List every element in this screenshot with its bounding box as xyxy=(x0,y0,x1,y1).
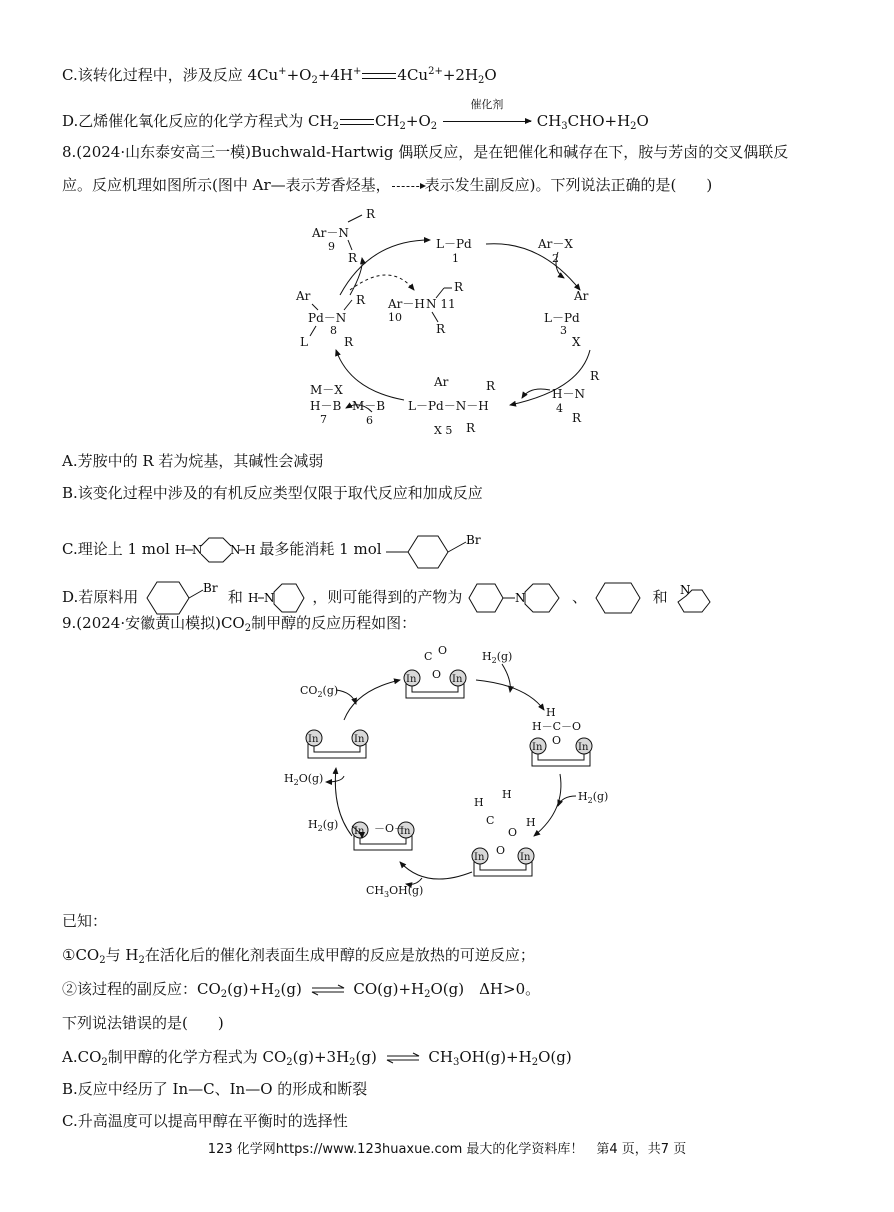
svg-text:H: H xyxy=(526,816,536,829)
prev-option-c: C.该转化过程中，涉及反应 $4Cu^++O_2+4H^+$ $4Cu^{2+}+2H_2O$ xyxy=(62,66,497,86)
svg-text:－O－: －O－ xyxy=(374,822,406,835)
svg-text:H: H xyxy=(244,543,256,557)
intermediate-5-r2: R xyxy=(466,421,476,435)
q8-option-b: B.该变化过程中涉及的有机反应类型仅限于取代反应和加成反应 xyxy=(62,484,483,502)
svg-text:O: O xyxy=(508,826,518,839)
product-9-r: R xyxy=(366,207,376,221)
svg-text:H: H xyxy=(474,796,484,809)
q8-stem-line2: 应。反应机理如图所示(图中 Ar—表示芳香烃基， 表示发生副反应)。下列说法正确的是( ) xyxy=(62,176,713,194)
product-11-label: N 11 xyxy=(426,297,456,311)
product-11-r2: R xyxy=(436,322,446,336)
svg-text:H2(g): $H_2(g)$ xyxy=(482,650,513,665)
reactant-2-number: 2 xyxy=(552,252,559,265)
intermediate-3-x: X xyxy=(572,335,581,349)
svg-text:H－C－O: H－C－O xyxy=(532,720,582,733)
intermediate-8-r: R xyxy=(356,293,366,307)
catalyst-1-label: L－Pd xyxy=(436,237,472,251)
q9-option-a: $A.CO_2$制甲醇的化学方程式为 $CO_2(g)+3H_2(g)$ $CH_3OH(g)+H_2O(g)$ xyxy=(62,1048,572,1068)
svg-text:CH3OH(g): $CH_3OH(g)$ xyxy=(366,884,424,899)
reactant-4-number: 4 xyxy=(556,402,563,415)
svg-text:CO2(g): $CO_2(g)$ xyxy=(300,684,339,699)
q9-known-2: ②该过程的副反应：$CO_2(g)+H_2(g)$ $CO(g)+H_2O(g)$ ΔH>0。 xyxy=(62,980,541,1000)
prev-option-d: D.乙烯催化氧化反应的化学方程式为 $CH_2$ $CH_2+O_2$ 催化剂 $CH_3CHO+H_2O$ xyxy=(62,98,649,132)
product-7-number: 7 xyxy=(320,413,327,426)
reactant-6-number: 6 xyxy=(366,414,373,427)
benzene-structure-icon xyxy=(592,580,648,616)
q9-known-1: $①CO_2$与 $H_2$在活化后的催化剂表面生成甲醇的反应是放热的可逆反应； xyxy=(62,946,535,966)
tetrahydropyridine-structure-icon xyxy=(672,580,720,616)
svg-text:C: C xyxy=(424,650,433,663)
svg-text:H2(g): $H_2(g)$ xyxy=(308,818,339,833)
product-7-line1: M－X xyxy=(310,383,343,397)
svg-text:O: O xyxy=(496,844,506,857)
intermediate-3-ar: Ar xyxy=(574,289,589,303)
co2-methanol-cycle: In In C OO HH－C－OO HHC OH O －O－ $CO_2(g)$ $H_2(g)$ $H_2(g)$ $H_2(g)$ $H_2O(g)$ $CH_3OH(g)$ xyxy=(284,642,609,899)
svg-text:H2O(g): $H_2O(g)$ xyxy=(284,772,324,787)
svg-text:N: N xyxy=(191,543,203,557)
intermediate-3-number: 3 xyxy=(560,324,567,337)
arrow-5-to-8 xyxy=(336,350,404,400)
svg-text:N: N xyxy=(680,583,691,597)
svg-text:N: N xyxy=(263,591,275,605)
intermediate-5-number: X 5 xyxy=(434,424,453,437)
reactant-4-r2: R xyxy=(572,411,582,425)
intermediate-5-label: L－Pd－N－H xyxy=(408,399,489,413)
intermediate-5-ar: Ar xyxy=(434,375,449,389)
piperidine-structure-icon xyxy=(248,580,308,616)
q9-known-heading: 已知： xyxy=(62,912,108,930)
arrow-reactant-2 xyxy=(556,252,564,278)
intermediate-5-r: R xyxy=(486,379,496,393)
product-9-r2: R xyxy=(348,251,358,265)
svg-text:Br: Br xyxy=(466,533,481,547)
reactant-2-label: Ar－X xyxy=(538,237,573,251)
product-9-label: Ar－N xyxy=(312,226,349,240)
product-7-line2: H－B xyxy=(310,399,342,413)
svg-text:H: H xyxy=(546,706,556,719)
q8-option-d: D.若原料用 Br 和 H N ，则可能得到的产物为 N 、 和 N xyxy=(62,578,720,618)
equilibrium-arrow-icon xyxy=(385,1053,421,1063)
bromotoluene-structure-icon xyxy=(386,530,496,570)
svg-text:O: O xyxy=(552,734,562,747)
intermediate-8-l: L xyxy=(300,335,308,349)
dashed-arrow-icon xyxy=(392,186,424,187)
reactant-6-label: M－B xyxy=(352,399,386,413)
intermediate-8-r2: R xyxy=(344,335,354,349)
svg-text:H2(g): $H_2(g)$ xyxy=(578,790,609,805)
intermediate-8-number: 8 xyxy=(330,324,337,337)
svg-text:H: H xyxy=(174,543,186,557)
svg-text:C: C xyxy=(486,814,495,827)
intermediate-3-label: L－Pd xyxy=(544,311,580,325)
svg-text:O: O xyxy=(432,668,442,681)
svg-text:N: N xyxy=(515,591,526,605)
dashed-arrow-side-reaction xyxy=(350,275,414,290)
equilibrium-arrow-icon xyxy=(310,985,346,995)
q9-ask: 下列说法错误的是( ) xyxy=(62,1014,224,1032)
q8-stem-line1: 8.(2024·山东泰安高三一模)Buchwald-Hartwig 偶联反应，是在钯催化和碱存在下，胺与芳卤的交叉偶联反 xyxy=(62,143,789,161)
product-10-number: 10 xyxy=(388,311,402,324)
arrow-8-to-1 xyxy=(340,240,430,295)
reactant-4-r: R xyxy=(590,369,600,383)
arrow-reactant-4 xyxy=(522,389,550,398)
catalyst-1-number: 1 xyxy=(452,252,459,265)
page-footer: 123 化学网https://www.123huaxue.com 最大的化学资料库！ 第4 页，共7 页 xyxy=(207,1142,687,1157)
q8-option-a: A.芳胺中的 R 若为烷基，其碱性会减弱 xyxy=(62,452,324,470)
intermediate-8-label: Pd－N xyxy=(308,311,347,325)
svg-text:Br: Br xyxy=(203,581,218,595)
product-10-label: Ar－H xyxy=(388,297,425,311)
intermediate-8-ar: Ar xyxy=(296,289,311,303)
svg-text:H: H xyxy=(502,788,512,801)
q8-option-c: C.理论上 1 mol H N N H 最多能消耗 1 mol Br xyxy=(62,530,496,570)
svg-text:N: N xyxy=(229,543,241,557)
product-11-r: R xyxy=(454,280,464,294)
catalyst-arrow: 催化剂 xyxy=(442,110,532,132)
phenylpiperidine-structure-icon xyxy=(467,580,567,616)
svg-text:H: H xyxy=(247,591,259,605)
q9-option-b: B.反应中经历了 In—C、In—O 的形成和断裂 xyxy=(62,1080,368,1098)
piperazine-structure-icon xyxy=(175,532,255,568)
reactant-4-label: H－N xyxy=(552,387,585,401)
product-9-number: 9 xyxy=(328,240,335,253)
svg-text:O: O xyxy=(438,644,448,657)
mechanism-diagram xyxy=(290,200,620,445)
q9-stem: 9.(2024·安徽黄山模拟)$CO_2$制甲醇的反应历程如图： xyxy=(62,614,417,634)
q9-option-c: C.升高温度可以提高甲醇在平衡时的选择性 xyxy=(62,1112,348,1130)
